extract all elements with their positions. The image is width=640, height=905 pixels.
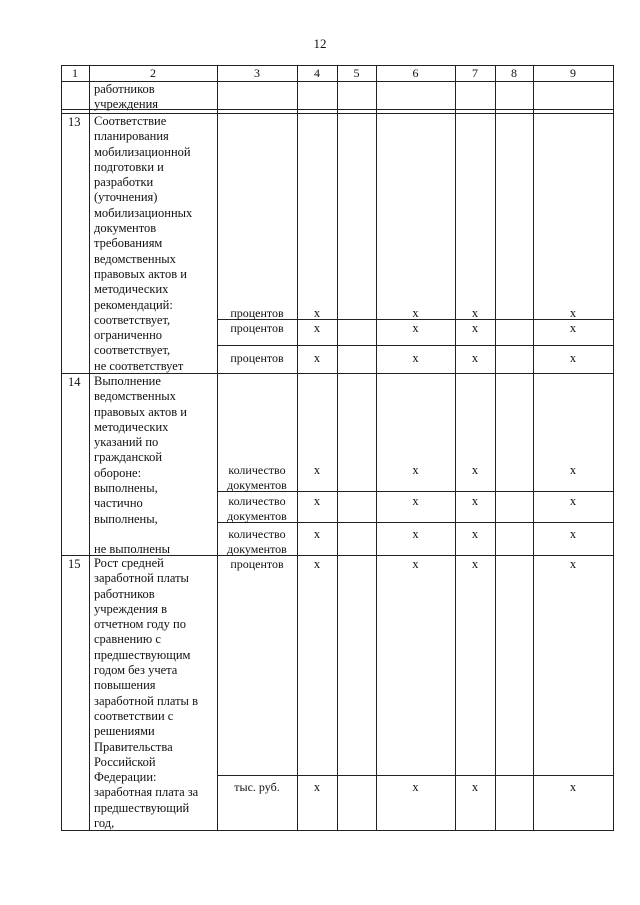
indicator-text-continued: работников учреждения <box>94 82 159 112</box>
table-column-border <box>376 65 377 831</box>
table-column-border <box>613 65 614 831</box>
mark-x: x <box>471 306 479 320</box>
mark-x: x <box>471 463 479 477</box>
mark-x: x <box>471 494 479 508</box>
table-column-border <box>455 65 456 831</box>
table-column-border <box>533 65 534 831</box>
row-number-14: 14 <box>68 375 81 389</box>
unit-r15-2: тыс. руб. <box>234 780 280 794</box>
row-number-15: 15 <box>68 557 81 571</box>
mark-x: x <box>412 527 419 541</box>
mark-x: x <box>471 557 479 571</box>
table-column-border <box>217 65 218 831</box>
unit-r14-3: количество документов <box>227 527 287 556</box>
mark-x: x <box>412 306 419 320</box>
mark-x: x <box>412 780 419 794</box>
table-column-border <box>337 65 338 831</box>
table-column-border <box>297 65 298 831</box>
mark-x: x <box>569 494 577 508</box>
column-header-1: 1 <box>72 66 78 80</box>
sub-row-border <box>217 345 614 346</box>
mark-x: x <box>412 463 419 477</box>
mark-x: x <box>569 780 577 794</box>
mark-x: x <box>569 351 577 365</box>
column-header-7: 7 <box>472 66 478 80</box>
mark-x: x <box>313 527 321 541</box>
column-header-5: 5 <box>353 66 360 80</box>
mark-x: x <box>313 780 321 794</box>
sub-row-border <box>217 775 614 776</box>
page-number: 12 <box>313 36 327 51</box>
mark-x: x <box>569 557 577 571</box>
mark-x: x <box>471 527 479 541</box>
mark-x: x <box>313 351 321 365</box>
unit-r13-1: процентов <box>230 306 284 320</box>
column-header-8: 8 <box>511 66 517 80</box>
unit-r13-2: процентов <box>230 321 284 335</box>
column-header-6: 6 <box>412 66 419 80</box>
mark-x: x <box>471 351 479 365</box>
unit-r14-1: количество документов <box>227 463 287 492</box>
mark-x: x <box>412 494 419 508</box>
indicator-text-14: Выполнение ведомственных правовых актов и методических указаний по гражданской обороне: выполнены, частично выполнены, не выполнены <box>94 374 187 557</box>
mark-x: x <box>313 306 321 320</box>
mark-x: x <box>569 306 577 320</box>
mark-x: x <box>569 527 577 541</box>
table-column-border <box>89 65 90 831</box>
column-header-4: 4 <box>314 66 320 80</box>
unit-r15-1: процентов <box>230 557 284 571</box>
table-column-border <box>495 65 496 831</box>
mark-x: x <box>313 557 321 571</box>
column-header-3: 3 <box>254 66 260 80</box>
mark-x: x <box>313 463 321 477</box>
mark-x: x <box>313 321 321 335</box>
mark-x: x <box>313 494 321 508</box>
column-header-9: 9 <box>570 66 576 80</box>
row-number-13: 13 <box>68 115 81 129</box>
mark-x: x <box>569 321 577 335</box>
mark-x: x <box>412 321 419 335</box>
table-column-border <box>61 65 62 831</box>
indicator-text-13: Соответствие планирования мобилизационной подготовки и разработки (уточнения) мобилизационных документов требованиям ведомственных правовых актов и методических рекомендаций: соответствует, ограниченно соответствует, не соответствует <box>94 114 193 373</box>
unit-r13-3: процентов <box>230 351 284 365</box>
mark-x: x <box>412 557 419 571</box>
unit-r14-2: количество документов <box>227 494 287 523</box>
indicator-text-15: Рост средней заработной платы работников учреждения в отчетном году по сравнению с предшествующим годом без учета повышения заработной платы в соответствии с решениями Правительства Российской Федерации: заработная плата за предшествующий год, <box>94 556 199 831</box>
mark-x: x <box>471 321 479 335</box>
mark-x: x <box>412 351 419 365</box>
column-header-2: 2 <box>150 66 156 80</box>
mark-x: x <box>569 463 577 477</box>
mark-x: x <box>471 780 479 794</box>
